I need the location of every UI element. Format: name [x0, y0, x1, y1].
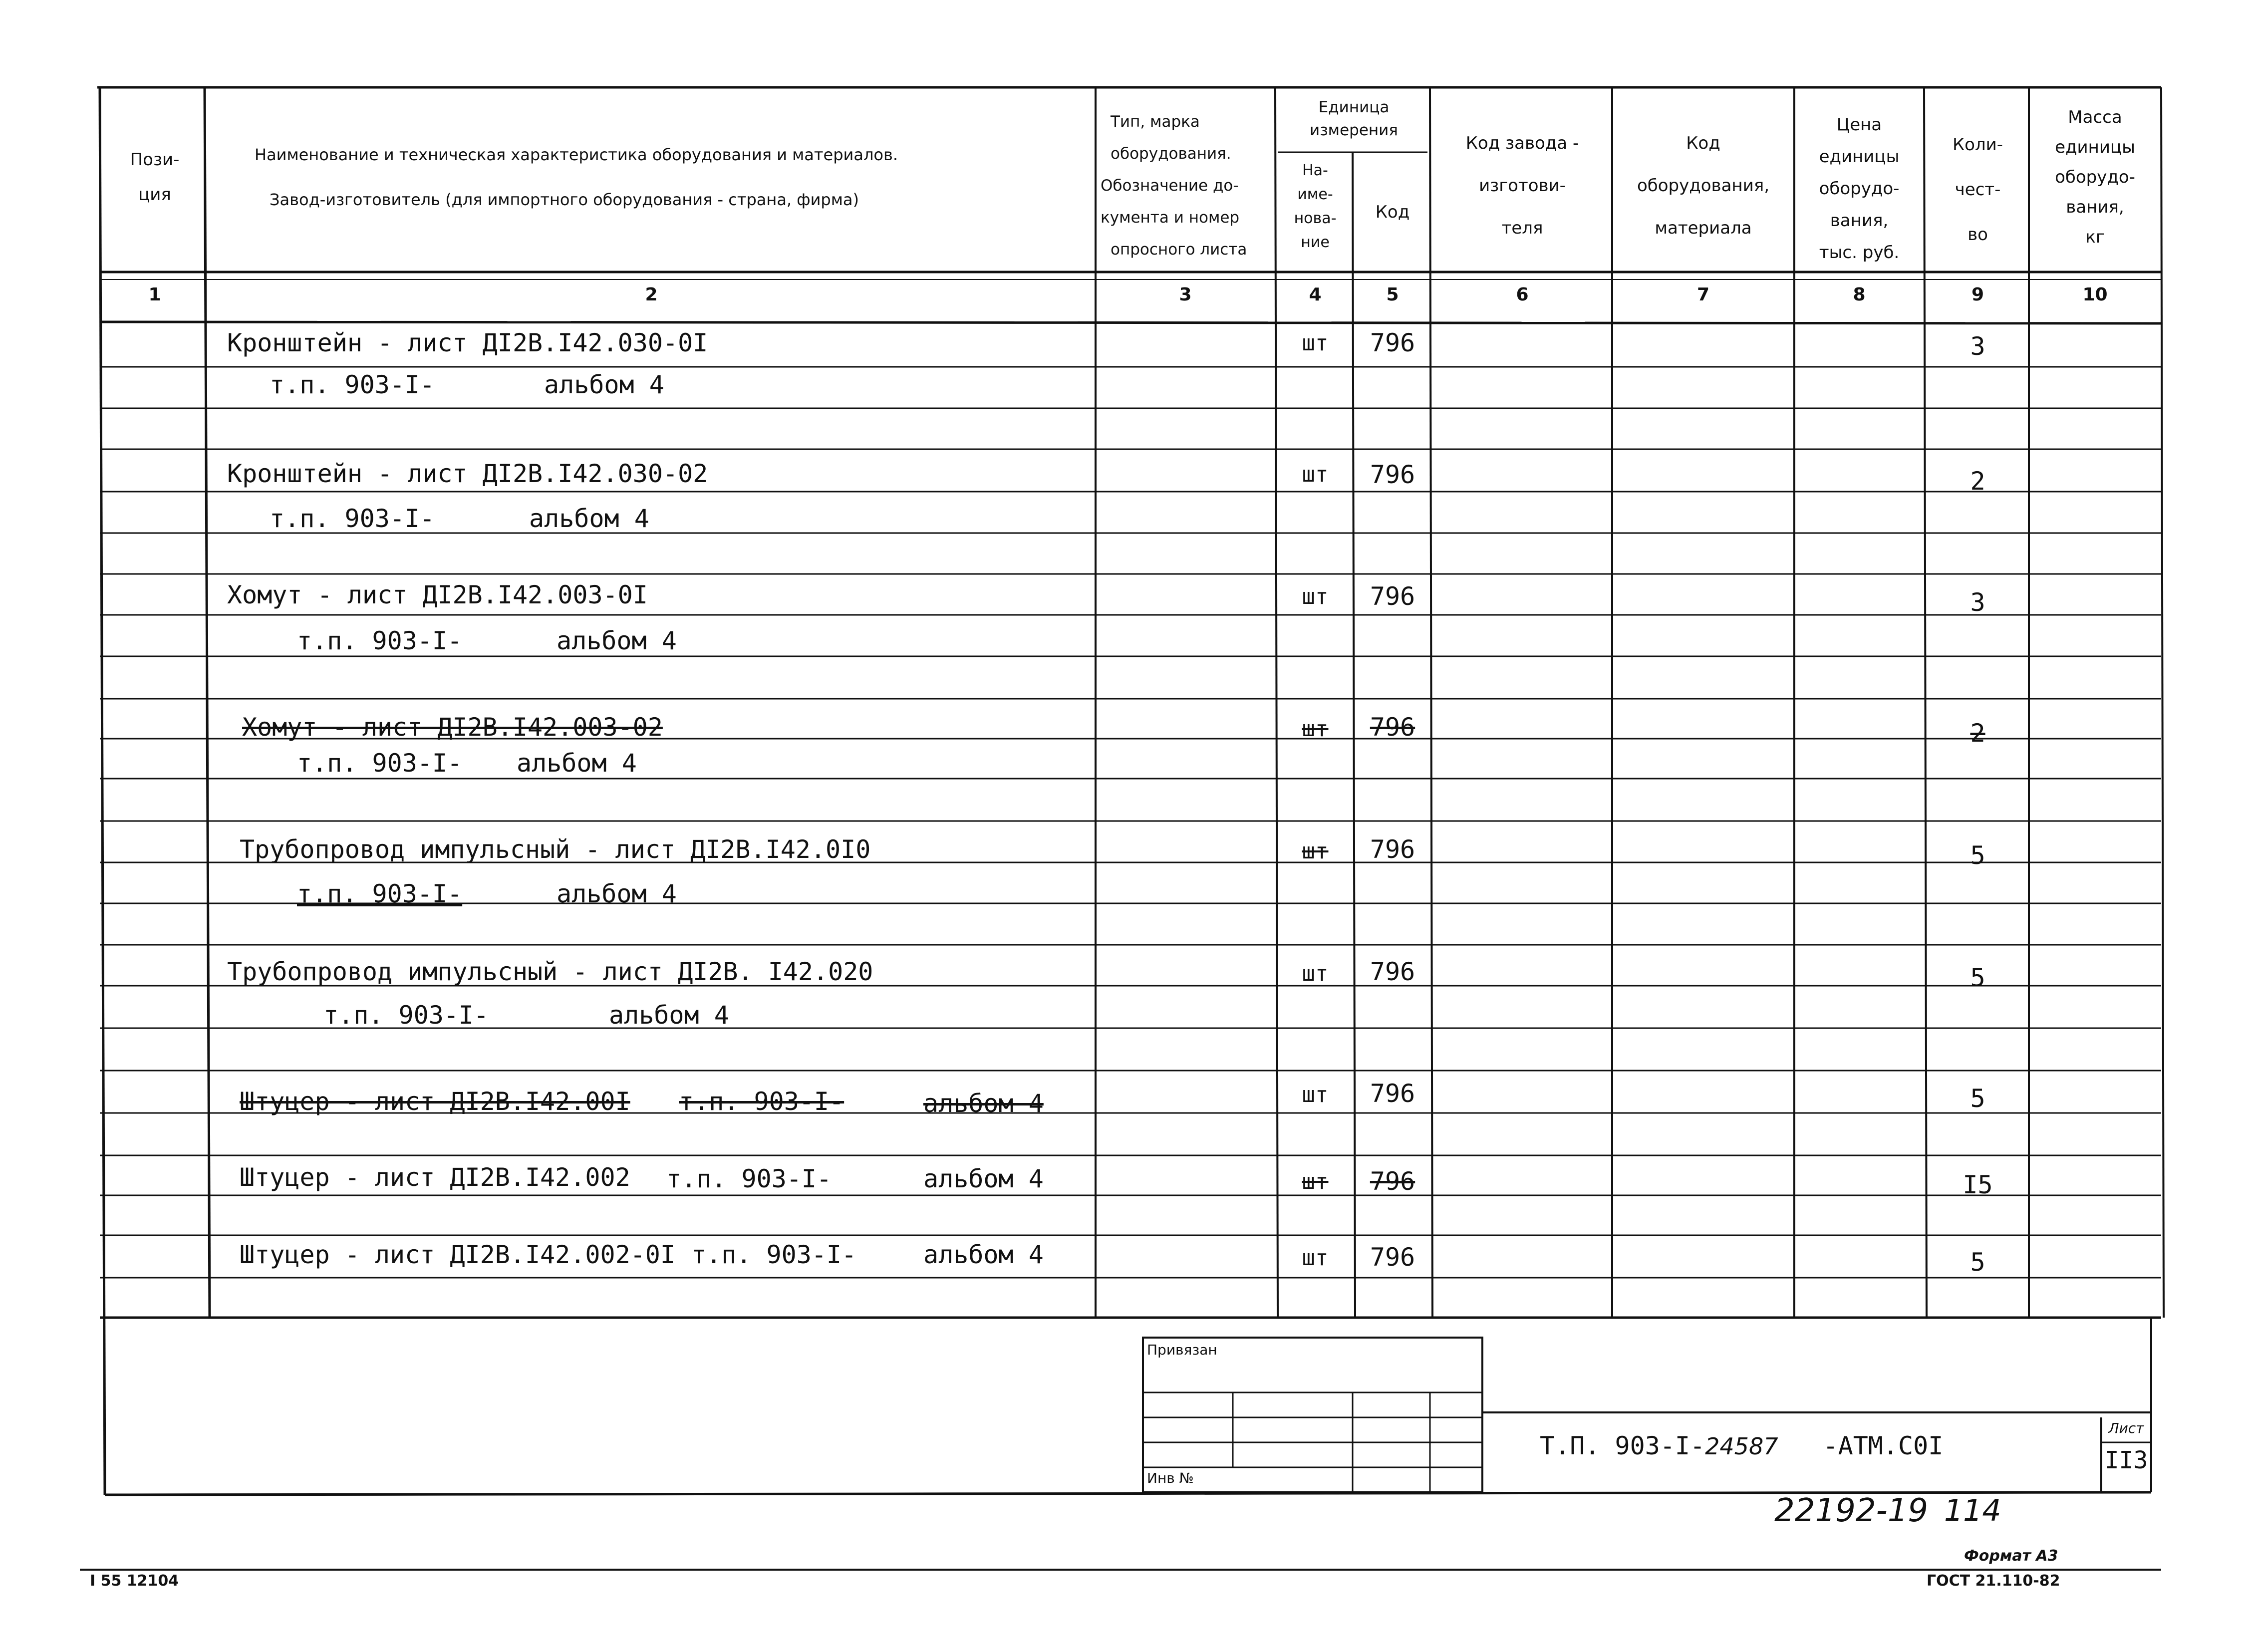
header-equipment-code: Код оборудования, материала [1637, 133, 1770, 238]
col-number: 7 [1696, 284, 1710, 305]
item-album: альбом 4 [557, 879, 677, 908]
item-name: Трубопровод импульсный - лист ДI2В. I42.020 [227, 957, 873, 986]
item-name: Штуцер - лист ДI2В.I42.002 [240, 1163, 630, 1192]
item-unit-code: 796 [1370, 328, 1415, 357]
handwritten-sheet: 114 [1944, 1493, 2001, 1528]
col-number: 4 [1309, 284, 1322, 305]
header-position: Пози- ция [130, 150, 180, 205]
item-unit: шт [1302, 1245, 1329, 1271]
col-number: 3 [1179, 284, 1192, 305]
item-reference: т.п. 903-I- [297, 879, 463, 908]
stamp-privyazan: Привязан [1147, 1342, 1217, 1358]
item-album: альбом 4 [923, 1089, 1044, 1118]
item-unit-code: 796 [1370, 835, 1415, 864]
header-type: Тип, марка оборудования. Обозначение до- кумента и номер опросного листа [1101, 113, 1247, 259]
item-unit: шт [1302, 1169, 1329, 1194]
item-unit: шт [1302, 1082, 1329, 1107]
item-unit-code: 796 [1370, 1079, 1415, 1108]
item-quantity: 5 [1970, 841, 1985, 870]
header-unit: Единица измерения [1310, 98, 1398, 139]
handwritten-number: 22192-19 [1774, 1492, 1929, 1529]
col-number: 1 [148, 284, 161, 305]
item-quantity: I5 [1963, 1170, 1993, 1199]
header-price: Цена единицы оборудо- вания, тыс. руб. [1819, 115, 1900, 263]
col-number: 5 [1386, 284, 1399, 305]
header-unit-name: На- име- нова- ние [1294, 162, 1337, 251]
header-plant-code: Код завода - изготови- теля [1465, 133, 1579, 238]
item-name: Хомут - лист ДI2В.I42.003-0I [227, 580, 648, 609]
item-unit: шт [1302, 462, 1329, 487]
item-name: Кронштейн - лист ДI2В.I42.030-0I [227, 328, 708, 357]
item-album: альбом 4 [923, 1164, 1044, 1193]
item-unit: шт [1302, 330, 1329, 356]
item-name: Трубопровод импульсный - лист ДI2В.I42.0I0 [240, 835, 871, 864]
header-quantity: Коли- чест- во [1952, 135, 2003, 245]
stamp-inv-no: Инв № [1147, 1470, 1194, 1486]
col-number: 10 [2082, 284, 2108, 305]
gost-label: ГОСТ 21.110-82 [1927, 1572, 2060, 1590]
col-number: 2 [645, 284, 658, 305]
item-name: Хомут - лист ДI2В.I42.003-02 [242, 713, 663, 742]
item-unit-code: 796 [1370, 1167, 1415, 1196]
item-reference: т.п. 903-I- [666, 1164, 832, 1193]
item-quantity: 2 [1970, 467, 1985, 496]
item-reference: т.п. 903-I- [323, 1001, 489, 1030]
document-code: Т.П. 903-I-24587 -АТМ.С0I [1540, 1431, 1944, 1460]
footer-id: I 55 12104 [90, 1572, 179, 1590]
item-album: альбом 4 [517, 749, 637, 778]
item-album: альбом 4 [529, 504, 649, 533]
sheet-number: II3 [2104, 1446, 2148, 1474]
header-unit-code: Код [1375, 202, 1410, 222]
item-unit-code: 796 [1370, 460, 1415, 489]
item-reference: т.п. 903-I- [297, 749, 463, 778]
item-unit: шт [1302, 584, 1329, 609]
col-number: 9 [1971, 284, 1984, 305]
item-reference: т.п. 903-I- [679, 1087, 844, 1116]
item-name: Штуцер - лист ДI2В.I42.002-0I [240, 1240, 675, 1269]
item-quantity: 2 [1970, 719, 1985, 748]
item-quantity: 5 [1970, 1248, 1985, 1277]
item-album: альбом 4 [544, 370, 664, 399]
col-number: 8 [1853, 284, 1866, 305]
item-quantity: 5 [1970, 963, 1985, 992]
header-mass: Масса единицы оборудо- вания, кг [2055, 107, 2135, 247]
col-number: 6 [1516, 284, 1529, 305]
item-quantity: 3 [1970, 332, 1985, 361]
sheet-label: Лист [2108, 1420, 2144, 1436]
item-unit-code: 796 [1370, 713, 1415, 742]
item-unit: шт [1302, 961, 1329, 986]
item-quantity: 3 [1970, 588, 1985, 617]
format-label: Формат А3 [1964, 1547, 2058, 1565]
item-reference: т.п. 903-I- [297, 626, 463, 655]
item-unit-code: 796 [1370, 1243, 1415, 1272]
item-reference: т.п. 903-I- [270, 370, 435, 399]
item-name: Кронштейн - лист ДI2В.I42.030-02 [227, 459, 708, 488]
item-reference: т.п. 903-I- [270, 504, 435, 533]
item-unit-code: 796 [1370, 582, 1415, 611]
item-album: альбом 4 [609, 1001, 729, 1030]
header-name: Наименование и техническая характеристика оборудования и материалов. Завод-изготовитель (для импортного оборудования - страна, фирма) [255, 145, 898, 209]
item-quantity: 5 [1970, 1084, 1985, 1113]
item-reference: т.п. 903-I- [691, 1240, 857, 1269]
item-unit-code: 796 [1370, 957, 1415, 986]
item-album: альбом 4 [923, 1240, 1044, 1269]
item-album: альбом 4 [557, 626, 677, 655]
item-unit: шт [1302, 716, 1329, 742]
item-unit: шт [1302, 838, 1329, 864]
item-name: Штуцер - лист ДI2В.I42.00I [240, 1087, 630, 1116]
